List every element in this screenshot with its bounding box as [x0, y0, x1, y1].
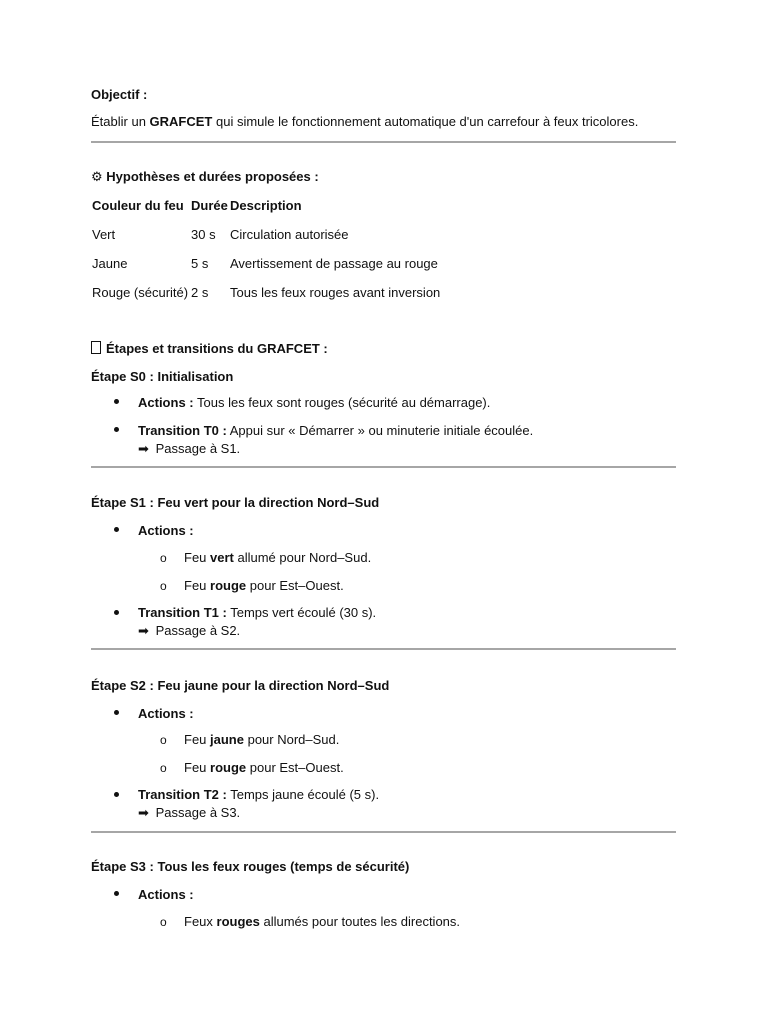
table-cell: Avertissement de passage au rouge: [230, 256, 438, 271]
hypotheses-title-text: Hypothèses et durées proposées :: [106, 169, 319, 184]
transition-text: Appui sur « Démarrer » ou minuterie initiale écoulée.: [226, 423, 534, 438]
divider: [91, 141, 676, 143]
etapes-title-text: Étapes et transitions du GRAFCET :: [106, 341, 328, 356]
item-text: pour Est–Ouest.: [246, 760, 344, 775]
etape-s2-action-item: [184, 760, 344, 776]
etape-s1-transition: [138, 605, 376, 621]
sub-bullet-icon: o: [160, 733, 167, 747]
etape-s0-transition: [138, 423, 533, 439]
transition-label: Transition T2 :: [138, 787, 227, 802]
divider: [91, 466, 676, 468]
etape-s0-title: Étape S0 : Initialisation: [91, 369, 234, 384]
item-bold: rouge: [210, 760, 247, 775]
actions-text: Tous les feux sont rouges (sécurité au démarrage).: [193, 395, 491, 410]
item-bold: rouge: [210, 578, 247, 593]
etape-s2-transition: [138, 787, 379, 803]
objectif-text-before: Établir un: [91, 114, 150, 129]
bullet-icon: [114, 792, 119, 797]
table-header-couleur: Couleur du feu: [92, 198, 184, 213]
transition-text: Temps jaune écoulé (5 s).: [226, 787, 380, 802]
transition-text: Temps vert écoulé (30 s).: [226, 605, 377, 620]
bullet-icon: [114, 399, 119, 404]
table-cell: Jaune: [92, 256, 128, 271]
item-text: Feu: [184, 578, 211, 593]
item-text: Feu: [184, 732, 211, 747]
item-bold: jaune: [210, 732, 244, 747]
table-header-description: Description: [230, 198, 302, 213]
etape-s1-action-item: [184, 578, 344, 594]
divider: [91, 831, 676, 833]
sub-bullet-icon: o: [160, 761, 167, 775]
passage-text: Passage à S3.: [152, 805, 241, 820]
etapes-title: [91, 341, 328, 357]
item-text: Feu: [184, 760, 211, 775]
sub-bullet-icon: o: [160, 551, 167, 565]
item-bold: rouges: [216, 914, 260, 929]
objectif-label: Objectif :: [91, 87, 148, 102]
item-text: Feu: [184, 550, 211, 565]
transition-label: Transition T0 :: [138, 423, 227, 438]
item-text: Feux: [184, 914, 217, 929]
etape-s1-actions-label: Actions :: [138, 523, 194, 538]
passage-text: Passage à S2.: [152, 623, 241, 638]
arrow-right-icon: ➡: [138, 805, 149, 820]
missing-glyph-icon: [91, 341, 101, 354]
table-cell: 5 s: [191, 256, 209, 271]
bullet-icon: [114, 427, 119, 432]
transition-label: Transition T1 :: [138, 605, 227, 620]
etape-s3-title: Étape S3 : Tous les feux rouges (temps de sécurité): [91, 859, 410, 874]
table-cell: 30 s: [191, 227, 216, 242]
etape-s1-action-item: [184, 550, 371, 566]
sub-bullet-icon: o: [160, 579, 167, 593]
etape-s2-title: Étape S2 : Feu jaune pour la direction Nord–Sud: [91, 678, 390, 693]
item-text: pour Est–Ouest.: [246, 578, 344, 593]
etape-s3-actions-label: Actions :: [138, 887, 194, 902]
bullet-icon: [114, 527, 119, 532]
etape-s1-title: Étape S1 : Feu vert pour la direction Nord–Sud: [91, 495, 380, 510]
etape-s0-actions: [138, 395, 490, 411]
gear-icon: ⚙: [91, 169, 103, 184]
table-cell: Circulation autorisée: [230, 227, 349, 242]
arrow-right-icon: ➡: [138, 441, 149, 456]
hypotheses-title: [91, 169, 319, 185]
item-text: pour Nord–Sud.: [243, 732, 340, 747]
etape-s0-passage: [138, 441, 240, 457]
objectif-text-after: qui simule le fonctionnement automatique d'un carrefour à feux tricolores.: [212, 114, 639, 129]
table-cell: Vert: [92, 227, 116, 242]
table-cell: 2 s: [191, 285, 209, 300]
etape-s2-actions-label: Actions :: [138, 706, 194, 721]
item-text: allumés pour toutes les directions.: [259, 914, 461, 929]
objectif-text-bold: GRAFCET: [149, 114, 213, 129]
bullet-icon: [114, 710, 119, 715]
bullet-icon: [114, 891, 119, 896]
etape-s2-action-item: [184, 732, 339, 748]
bullet-icon: [114, 610, 119, 615]
divider: [91, 648, 676, 650]
sub-bullet-icon: o: [160, 915, 167, 929]
etape-s1-passage: [138, 623, 240, 639]
table-cell: Rouge (sécurité): [92, 285, 189, 300]
item-bold: vert: [210, 550, 234, 565]
actions-label: Actions :: [138, 395, 194, 410]
table-cell: Tous les feux rouges avant inversion: [230, 285, 441, 300]
arrow-right-icon: ➡: [138, 623, 149, 638]
table-header-duree: Durée: [191, 198, 228, 213]
etape-s3-action-item: [184, 914, 460, 930]
item-text: allumé pour Nord–Sud.: [233, 550, 372, 565]
passage-text: Passage à S1.: [152, 441, 241, 456]
etape-s2-passage: [138, 805, 240, 821]
objectif-text: [91, 114, 638, 130]
